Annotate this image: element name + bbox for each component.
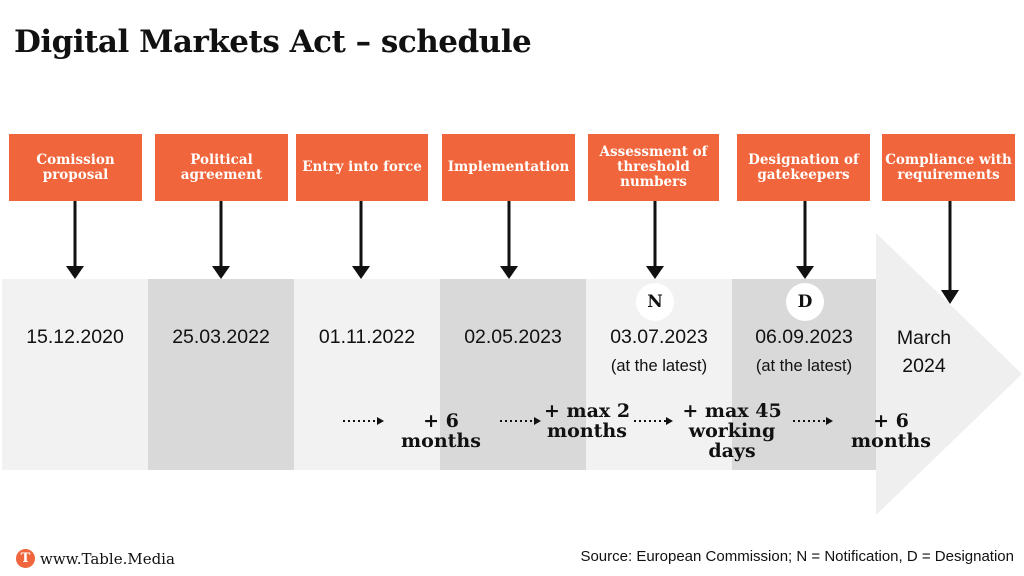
designation-marker: D: [786, 283, 824, 321]
footer-website: www.Table.Media: [40, 550, 175, 568]
date-label: 06.09.2023: [755, 326, 853, 348]
date-label: 02.05.2023: [464, 326, 562, 348]
down-arrow-head: [500, 266, 518, 279]
timeline-band: [148, 279, 294, 470]
date-line: 2024: [902, 355, 946, 377]
down-arrow-head: [796, 266, 814, 279]
down-arrow-head: [352, 266, 370, 279]
duration-label: + 6 months: [401, 410, 481, 452]
date-label: 01.11.2022: [318, 326, 416, 348]
date-note: (at the latest): [755, 357, 853, 375]
date-note: (at the latest): [610, 357, 708, 375]
down-arrow-head: [646, 266, 664, 279]
duration-label: + 6 months: [851, 410, 931, 452]
down-arrow-head: [212, 266, 230, 279]
phase-box-political-agreement: Political agreement: [155, 134, 288, 201]
duration-label: + max 2 months: [543, 400, 631, 442]
duration-label: + max 45 working days: [682, 400, 782, 462]
date-label-march-2024: [878, 324, 970, 380]
page-title: Digital Markets Act – schedule: [14, 24, 532, 60]
down-arrow-head: [66, 266, 84, 279]
notification-marker: N: [636, 283, 674, 321]
phase-box-gatekeeper-designation: Designation of gatekeepers: [737, 134, 870, 201]
phase-box-entry-into-force: Entry into force: [296, 134, 428, 201]
table-media-logo: T: [16, 549, 35, 568]
phase-box-commission-proposal: Comission proposal: [9, 134, 142, 201]
date-line: March: [896, 327, 952, 349]
date-label: 15.12.2020: [26, 326, 124, 348]
date-label: 03.07.2023: [610, 326, 708, 348]
phase-box-threshold-assessment: Assessment of threshold numbers: [588, 134, 719, 201]
date-label: 25.03.2022: [172, 326, 270, 348]
source-note: Source: European Commission; N = Notification, D = Designation: [580, 548, 1014, 565]
timeline-band: [2, 279, 148, 470]
phase-box-compliance: Compliance with requirements: [882, 134, 1015, 201]
phase-box-implementation: Implementation: [442, 134, 575, 201]
